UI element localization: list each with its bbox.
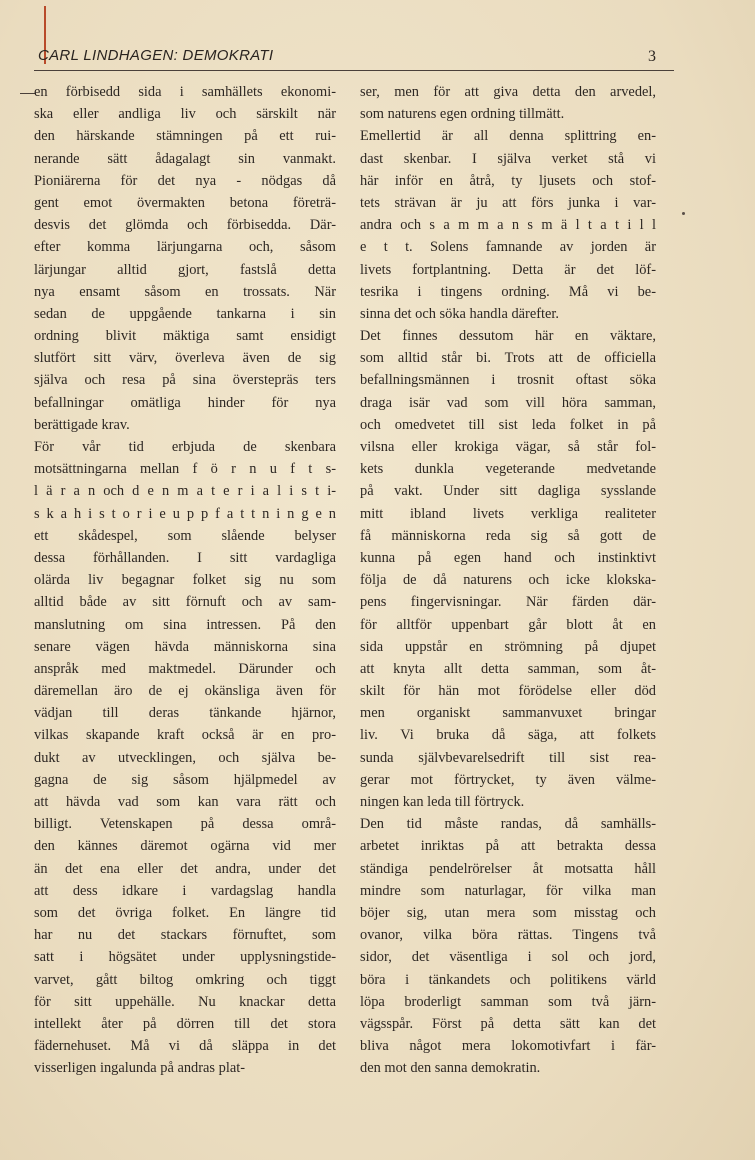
left-column-line: däremellan äro de ej okänsliga även för: [34, 683, 336, 700]
left-column-line: vädjan till deras tänkande hjärnor,: [34, 705, 336, 722]
right-column-line: löpa broderligt samman som två järn-: [360, 993, 656, 1010]
right-column-line: skilt för hän mot förödelse eller död: [360, 683, 656, 700]
right-column-line: arbetet inriktas på att betrakta dessa: [360, 838, 656, 855]
right-column-line: ovanor, vilka böra rättas. Tingens två: [360, 927, 656, 944]
right-column-line: kunna på egen hand och instinktivt: [360, 549, 656, 566]
right-column-line: följa de då naturens och icke klokska-: [360, 572, 656, 589]
right-column-line: ser, men för att giva detta den arvedel,: [360, 84, 656, 100]
left-column-line: den härskande stämningen på ett rui-: [34, 128, 336, 145]
left-column-line: intellekt åter på dörren till det stora: [34, 1015, 336, 1032]
right-column-line: andra och s a m m a n s m ä l t a t i l l: [360, 217, 656, 234]
page-number: 3: [648, 48, 656, 65]
left-column-line: att hävda vad som kan vara rätt och: [34, 794, 336, 810]
right-column-line: vägsspår. Först på detta sätt kan det: [360, 1015, 656, 1032]
right-column-line: böra i tänkandets och politikens värld: [360, 971, 656, 988]
left-column-line: slutfört sitt värv, överleva även de sig: [34, 350, 336, 367]
right-column-line: sida uppstår en strömning på djupet: [360, 638, 656, 655]
left-column-line: dessa förhållanden. I sitt vardagliga: [34, 549, 336, 566]
right-column-line: Emellertid är all denna splittring en-: [360, 128, 656, 145]
right-column-line: på vakt. Under sitt dagliga sysslande: [360, 483, 656, 500]
right-column-line: sinna det och söka handla därefter.: [360, 305, 559, 322]
left-column-line: som det övriga folket. En längre tid: [34, 904, 336, 921]
right-column-line: mindre som naturlagar, för vilka man: [360, 882, 656, 899]
left-column-line: motsättningarna mellan f ö r n u f t s-: [34, 461, 336, 478]
left-column-line: den kännes däremot ogärna vid mer: [34, 838, 336, 855]
left-column-line: än det ena eller det andra, under det: [34, 860, 336, 877]
left-column-line: nerande sätt ådagalagt sin vanmakt.: [34, 150, 336, 167]
left-column-line: Pioniärerna för det nya - nödgas då: [34, 172, 336, 189]
right-column-line: sidor, det väsentliga i sol och jord,: [360, 949, 656, 966]
right-column-line: men organiskt sammanvuxet bringar: [360, 705, 656, 722]
left-column-line: visserligen ingalunda på andras plat-: [34, 1060, 245, 1077]
left-column-line: att dess idkare i vardagslag handla: [34, 882, 336, 899]
right-column-line: och omedvetet till sist leda folket in på: [360, 416, 656, 433]
right-column-line: som alltid står bi. Trots att de officiella: [360, 350, 656, 367]
left-column-line: manslutning om sina intressen. På den: [34, 616, 336, 633]
right-column-line: för alltför uppenbart går blott åt en: [360, 616, 656, 633]
left-column-line: efter komma lärjungarna och, såsom: [34, 239, 336, 256]
right-column-line: vilsna eller krokiga vägar, så står fol-: [360, 439, 656, 455]
right-column-line: Det finnes dessutom här en väktare,: [360, 328, 656, 345]
left-column-line: billigt. Vetenskapen på dessa områ-: [34, 816, 336, 833]
left-column-line: ordning blivit mäktiga samt ensidigt: [34, 328, 336, 345]
left-column-line: en förbisedd sida i samhällets ekonomi-: [34, 84, 336, 100]
left-column-line: dukt av utvecklingen, och själva be-: [34, 749, 336, 766]
right-column-line: här inför en åtrå, ty ljusets och stof-: [360, 172, 656, 189]
right-column-line: få människorna reda sig så gott de: [360, 527, 656, 544]
header-rule: [34, 70, 674, 71]
right-column-line: gerar mot förtrycket, ty även välme-: [360, 771, 656, 788]
left-column-line: sedan de uppgående tankarna i sin: [34, 305, 336, 322]
left-column-line: för sitt uppehälle. Nu knackar detta: [34, 993, 336, 1010]
left-column-line: själva och resa på sina överstepräs ters: [34, 372, 336, 389]
left-column-line: ett skådespel, som slående belyser: [34, 527, 336, 544]
left-column-line: har nu det stackars förnuftet, som: [34, 927, 336, 944]
left-column-line: l ä r a n och d e n m a t e r i a l i s t i-: [34, 483, 336, 500]
right-column-line: draga isär vad som vill höra samman,: [360, 394, 656, 411]
right-column-line: ständiga pendelrörelser åt motsatta håll: [360, 860, 656, 877]
right-column-line: tesrika i tingens ordning. Må vi be-: [360, 283, 656, 300]
right-column-line: böjer sig, utan mera som misstag och: [360, 904, 656, 921]
left-column-line: olärda liv begagnar folket sig nu som: [34, 572, 336, 589]
right-column-line: mitt ibland livets verkliga realiteter: [360, 505, 656, 522]
paper-speck: [682, 212, 685, 215]
right-column-line: ningen kan leda till förtryck.: [360, 794, 525, 810]
left-column-line: lärjungar alltid gjort, fastslå detta: [34, 261, 336, 278]
left-column-line: varvet, gått biltog omkring och tiggt: [34, 971, 336, 988]
right-column-line: liv. Vi bruka då säga, att folkets: [360, 727, 656, 744]
right-column-line: bliva något mera lokomotivfart i fär-: [360, 1038, 656, 1055]
left-column-line: desvis det glömda och förbisedda. Där-: [34, 217, 336, 234]
right-column: [360, 81, 656, 1079]
left-column-line: ska eller andliga liv och särskilt när: [34, 106, 336, 123]
right-column-line: dast skenbar. I själva verket stå vi: [360, 150, 656, 167]
left-column: [34, 81, 336, 1079]
left-column-line: gagna de sig såsom hjälpmedel av: [34, 771, 336, 788]
left-column-line: befallningar omätliga hinder för nya: [34, 394, 336, 411]
right-column-line: pens fingervisningar. När färden där-: [360, 594, 656, 611]
left-column-line: satt i högsätet under upplysningstide-: [34, 949, 336, 966]
right-column-line: e t t. Solens famnande av jorden är: [360, 239, 656, 256]
right-column-line: den mot den sanna demokratin.: [360, 1060, 541, 1077]
left-column-line: För vår tid erbjuda de skenbara: [34, 439, 336, 455]
left-column-line: anspråk med maktmedel. Därunder och: [34, 660, 336, 677]
right-column-line: sunda självbevarelsedrift till sist rea-: [360, 749, 656, 766]
left-column-line: senare vägen hävda människorna sina: [34, 638, 336, 655]
left-column-line: vilkas skapande kraft också är en pro-: [34, 727, 336, 744]
right-column-line: Den tid måste randas, då samhälls-: [360, 816, 656, 833]
running-head: CARL LINDHAGEN: DEMOKRATI: [38, 47, 274, 64]
right-column-line: befallningsmännen i trosnit oftast söka: [360, 372, 656, 389]
left-column-line: alltid både av sitt förnuft och av sam-: [34, 594, 336, 611]
left-column-line: nya ensamt såsom en trossats. När: [34, 283, 336, 300]
right-column-line: att knyta allt detta samman, som åt-: [360, 660, 656, 677]
left-column-line: s k a h i s t o r i e u p p f a t t n i n g e n: [34, 505, 336, 522]
left-column-line: gent emot övermakten betona företrä-: [34, 194, 336, 211]
left-column-line: berättigade krav.: [34, 416, 130, 433]
right-column-line: som naturens egen ordning tillmätt.: [360, 106, 565, 123]
right-column-line: livets fortplantning. Detta är det löf-: [360, 261, 656, 278]
left-column-line: fädernehuset. Må vi då släppa in det: [34, 1038, 336, 1055]
right-column-line: kets dunkla vegeterande medvetande: [360, 461, 656, 478]
right-column-line: tets strävan är ju att förs junka i var-: [360, 194, 656, 211]
